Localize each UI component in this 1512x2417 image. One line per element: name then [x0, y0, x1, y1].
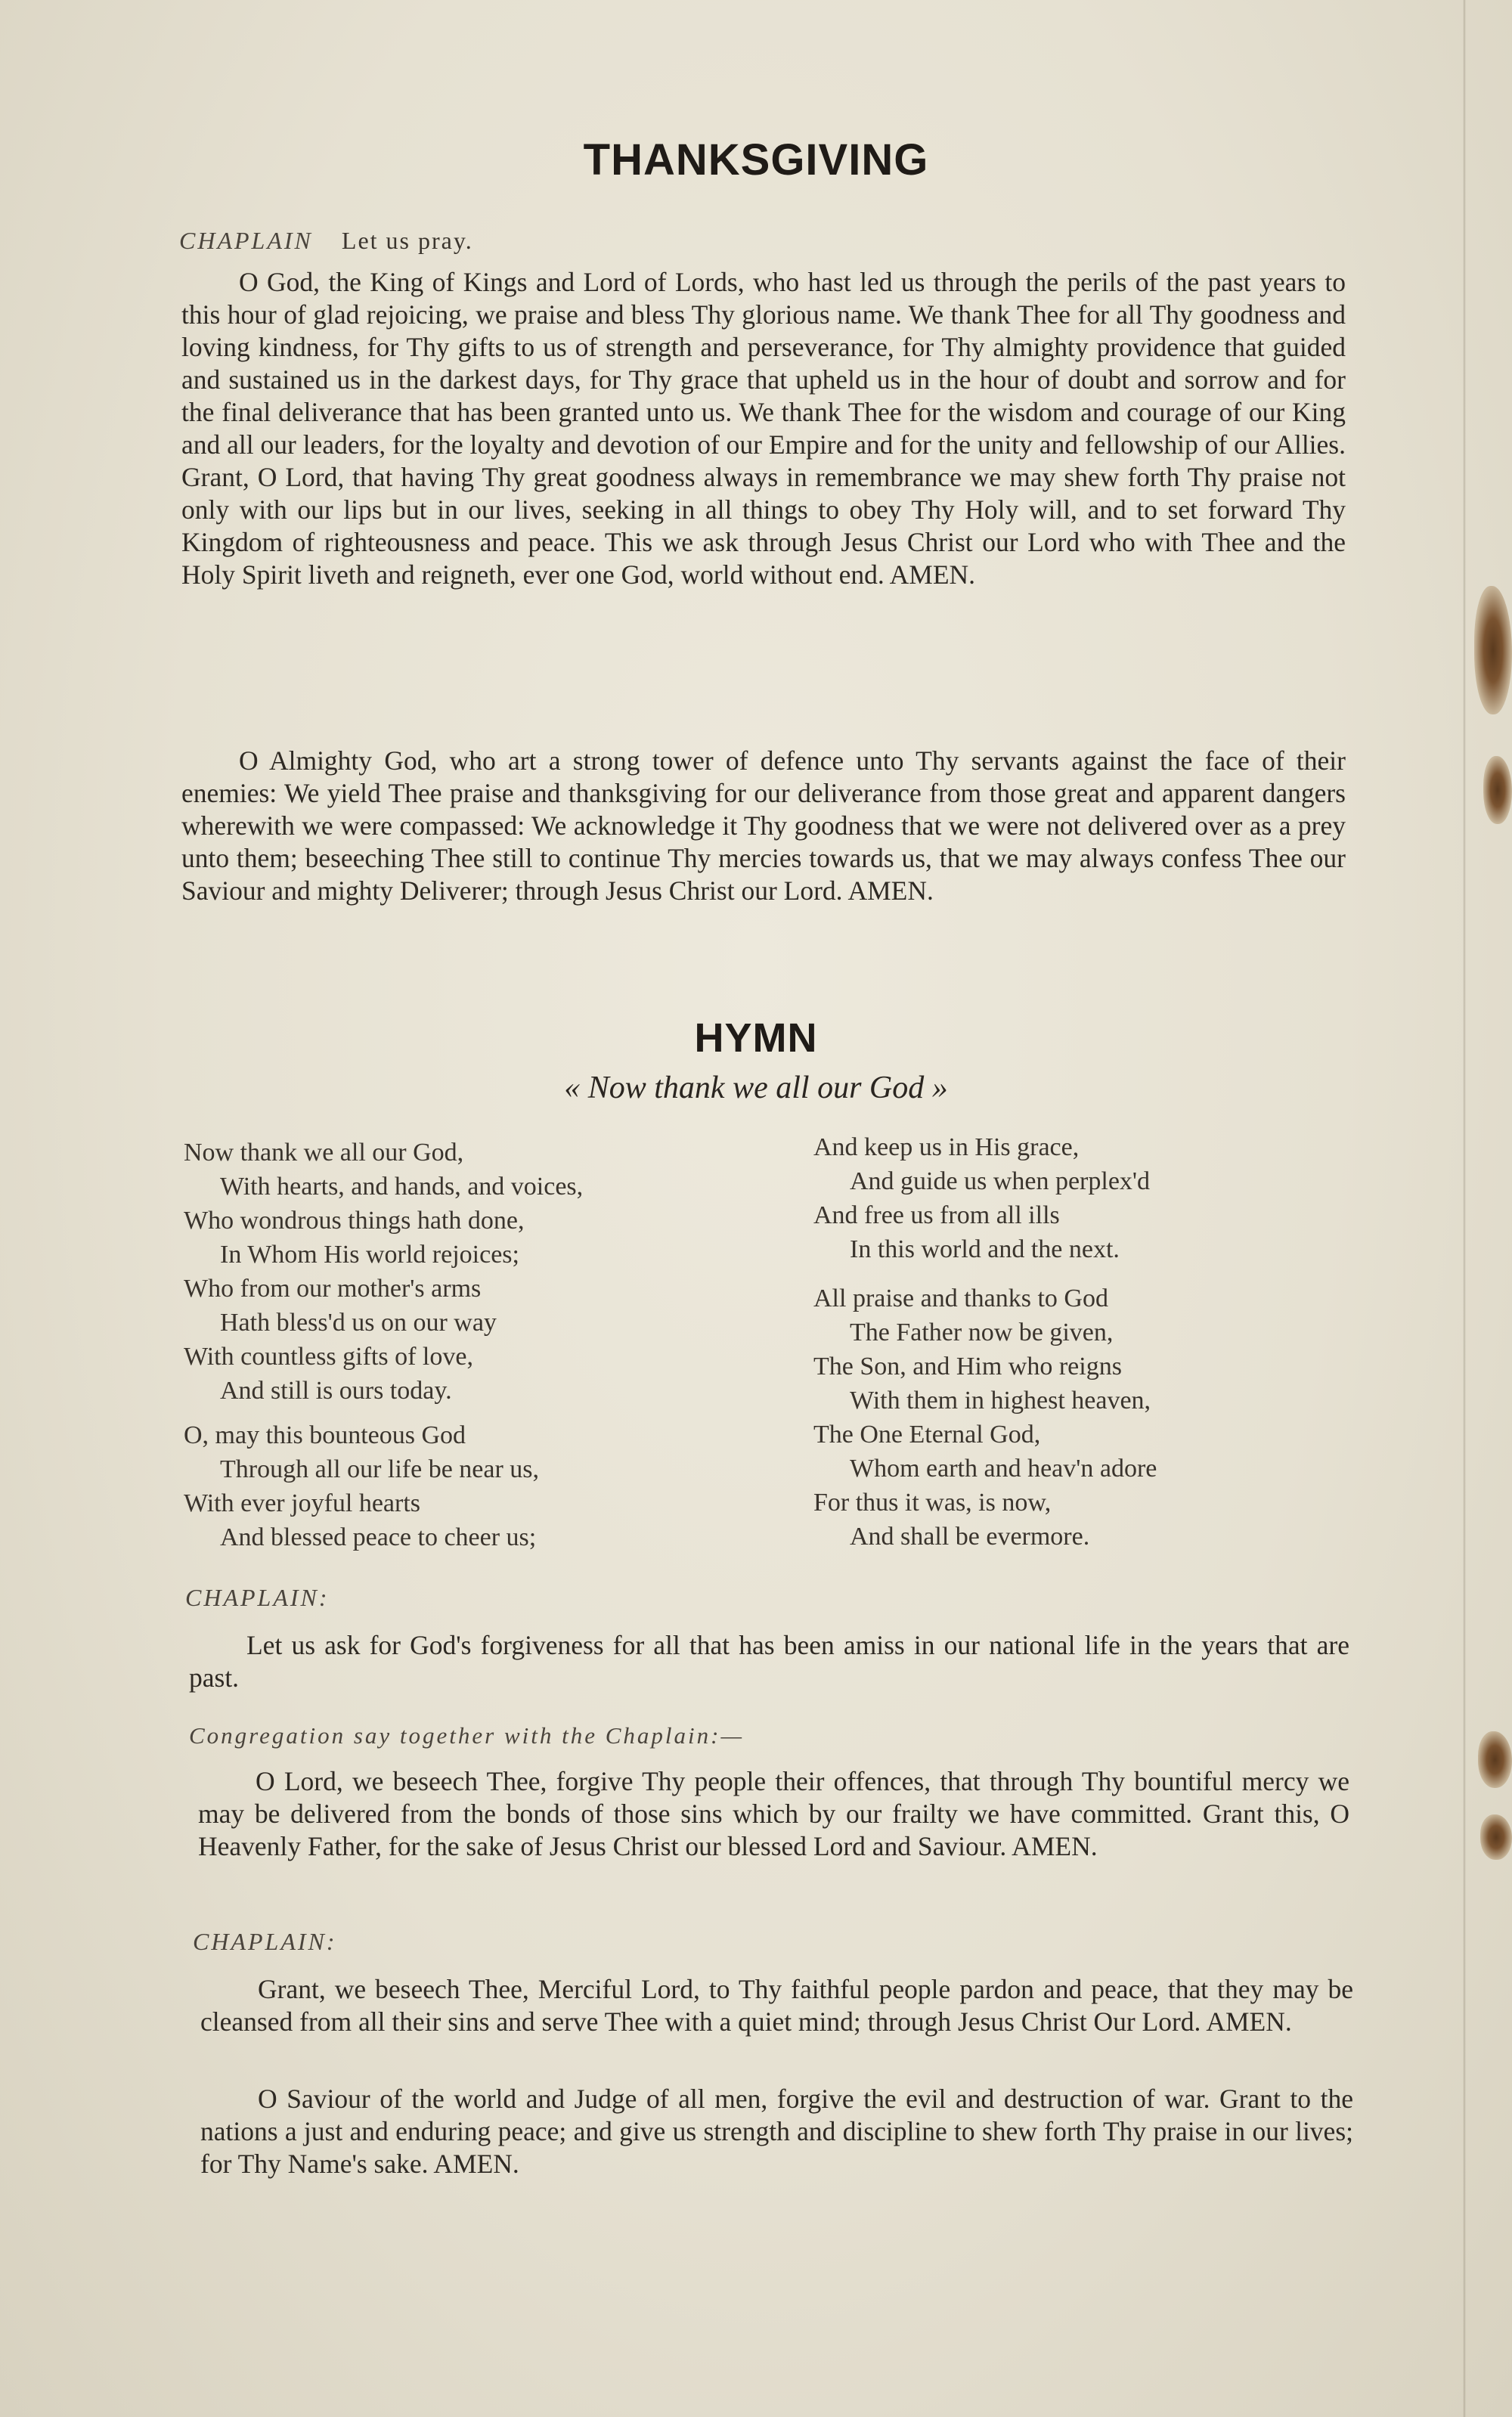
hymn-line: With hearts, and hands, and voices, [220, 1173, 584, 1201]
hymn-line: With ever joyful hearts [184, 1489, 421, 1517]
hymn-line: For thus it was, is now, [813, 1489, 1052, 1517]
hymn-line: With countless gifts of love, [184, 1343, 473, 1371]
hymn-left-column [184, 1136, 583, 1565]
hymn-heading: HYMN [694, 1015, 818, 1061]
hymn-stanza [813, 1130, 1157, 1266]
page-title: THANKSGIVING [583, 135, 929, 184]
instruction-text: Let us pray. [341, 227, 473, 254]
hymn-line: All praise and thanks to God [813, 1284, 1108, 1312]
hymn-line: The One Eternal God, [813, 1421, 1041, 1449]
hymn-line: And shall be evermore. [850, 1523, 1090, 1551]
hymn-line: Whom earth and heav'n adore [850, 1455, 1157, 1483]
hymn-line: The Father now be given, [850, 1319, 1114, 1346]
speaker-label: CHAPLAIN: [185, 1584, 330, 1611]
hymn-line: In Whom His world rejoices; [220, 1241, 519, 1269]
hymn-line: Through all our life be near us, [220, 1455, 540, 1483]
hymn-line: Who from our mother's arms [184, 1275, 482, 1303]
hymn-line: With them in highest heaven, [850, 1387, 1151, 1415]
absolution-paragraph: Grant, we beseech Thee, Merciful Lord, to Thy faithful people pardon and peace, that they may be cleansed from all their sins and serve Thee with a quiet mind; through Jesus Christ Our Lord. AMEN. [200, 1974, 1353, 2037]
hymn-line: And guide us when perplex'd [850, 1167, 1151, 1195]
hymn-line: Who wondrous things hath done, [184, 1207, 525, 1235]
hymn-line: Now thank we all our God, [184, 1139, 464, 1167]
hymn-line: And free us from all ills [813, 1201, 1060, 1229]
hymn-line: The Son, and Him who reigns [813, 1353, 1122, 1380]
prayer-paragraph: O Almighty God, who art a strong tower of defence unto Thy servants against the face of their enemies: We yield Thee praise and thanksgiving for our deliverance from those great and apparent dangers wherewith we were compassed: We acknowledge it Thy goodness that we were not delivered over as a prey unto them; beseeching Thee still to continue Thy mercies towards us, that we may always confess Thee our Saviour and mighty Deliverer; through Jesus Christ our Lord. AMEN. [181, 745, 1346, 906]
hymn-line: And blessed peace to cheer us; [220, 1523, 537, 1551]
hymn-title: « Now thank we all our God » [564, 1071, 948, 1105]
confession-paragraph: O Lord, we beseech Thee, forgive Thy people their offences, that through Thy bountiful mercy we may be delivered from the bonds of those sins which by our frailty we have committed. Grant this, O Heavenly Father, for the sake of Jesus Christ our blessed Lord and Saviour. AMEN. [198, 1766, 1349, 1861]
hymn-stanza [184, 1418, 583, 1554]
congregation-rubric: Congregation say together with the Chaplain:— [189, 1722, 745, 1749]
bidding-paragraph: Let us ask for God's forgiveness for all that has been amiss in our national life in the years that are past. [189, 1630, 1349, 1693]
speaker-label: CHAPLAIN [179, 227, 313, 254]
absolution-paragraph: O Saviour of the world and Judge of all men, forgive the evil and destruction of war. Grant to the nations a just and enduring peace; and give us strength and discipline to shew forth Thy praise in our lives; for Thy Name's sake. AMEN. [200, 2084, 1353, 2179]
hymn-stanza [184, 1136, 583, 1408]
hymn-line: And keep us in His grace, [813, 1133, 1080, 1161]
hymn-stanza [813, 1281, 1157, 1554]
speaker-label: CHAPLAIN: [193, 1928, 337, 1955]
hymn-line: Hath bless'd us on our way [220, 1309, 497, 1337]
hymn-line: O, may this bounteous God [184, 1421, 466, 1449]
hymn-right-column [813, 1130, 1157, 1564]
hymn-line: In this world and the next. [850, 1235, 1120, 1263]
prayer-paragraph: O God, the King of Kings and Lord of Lords, who hast led us through the perils of the past years to this hour of glad rejoicing, we praise and bless Thy glorious name. We thank Thee for all Thy goodness and loving kindness, for Thy gifts to us of strength and perseverance, for Thy almighty providence that guided and sustained us in the darkest days, for Thy grace that upheld us in the hour of doubt and sorrow and for the final deliverance that has been granted unto us. We thank Thee for the wisdom and courage of our King and all our leaders, for the loyalty and devotion of our Empire and for the unity and fellowship of our Allies. Grant, O Lord, that having Thy great goodness always in remembrance we may shew forth Thy praise not only with our lips but in our lives, seeking in all things to obey Thy Holy will, and to set forward Thy Kingdom of righteousness and peace. This we ask through Jesus Christ our Lord who with Thee and the Holy Spirit liveth and reigneth, ever one God, world without end. AMEN. [181, 267, 1346, 590]
opening-rubric [179, 227, 473, 255]
hymn-line: And still is ours today. [220, 1377, 452, 1405]
